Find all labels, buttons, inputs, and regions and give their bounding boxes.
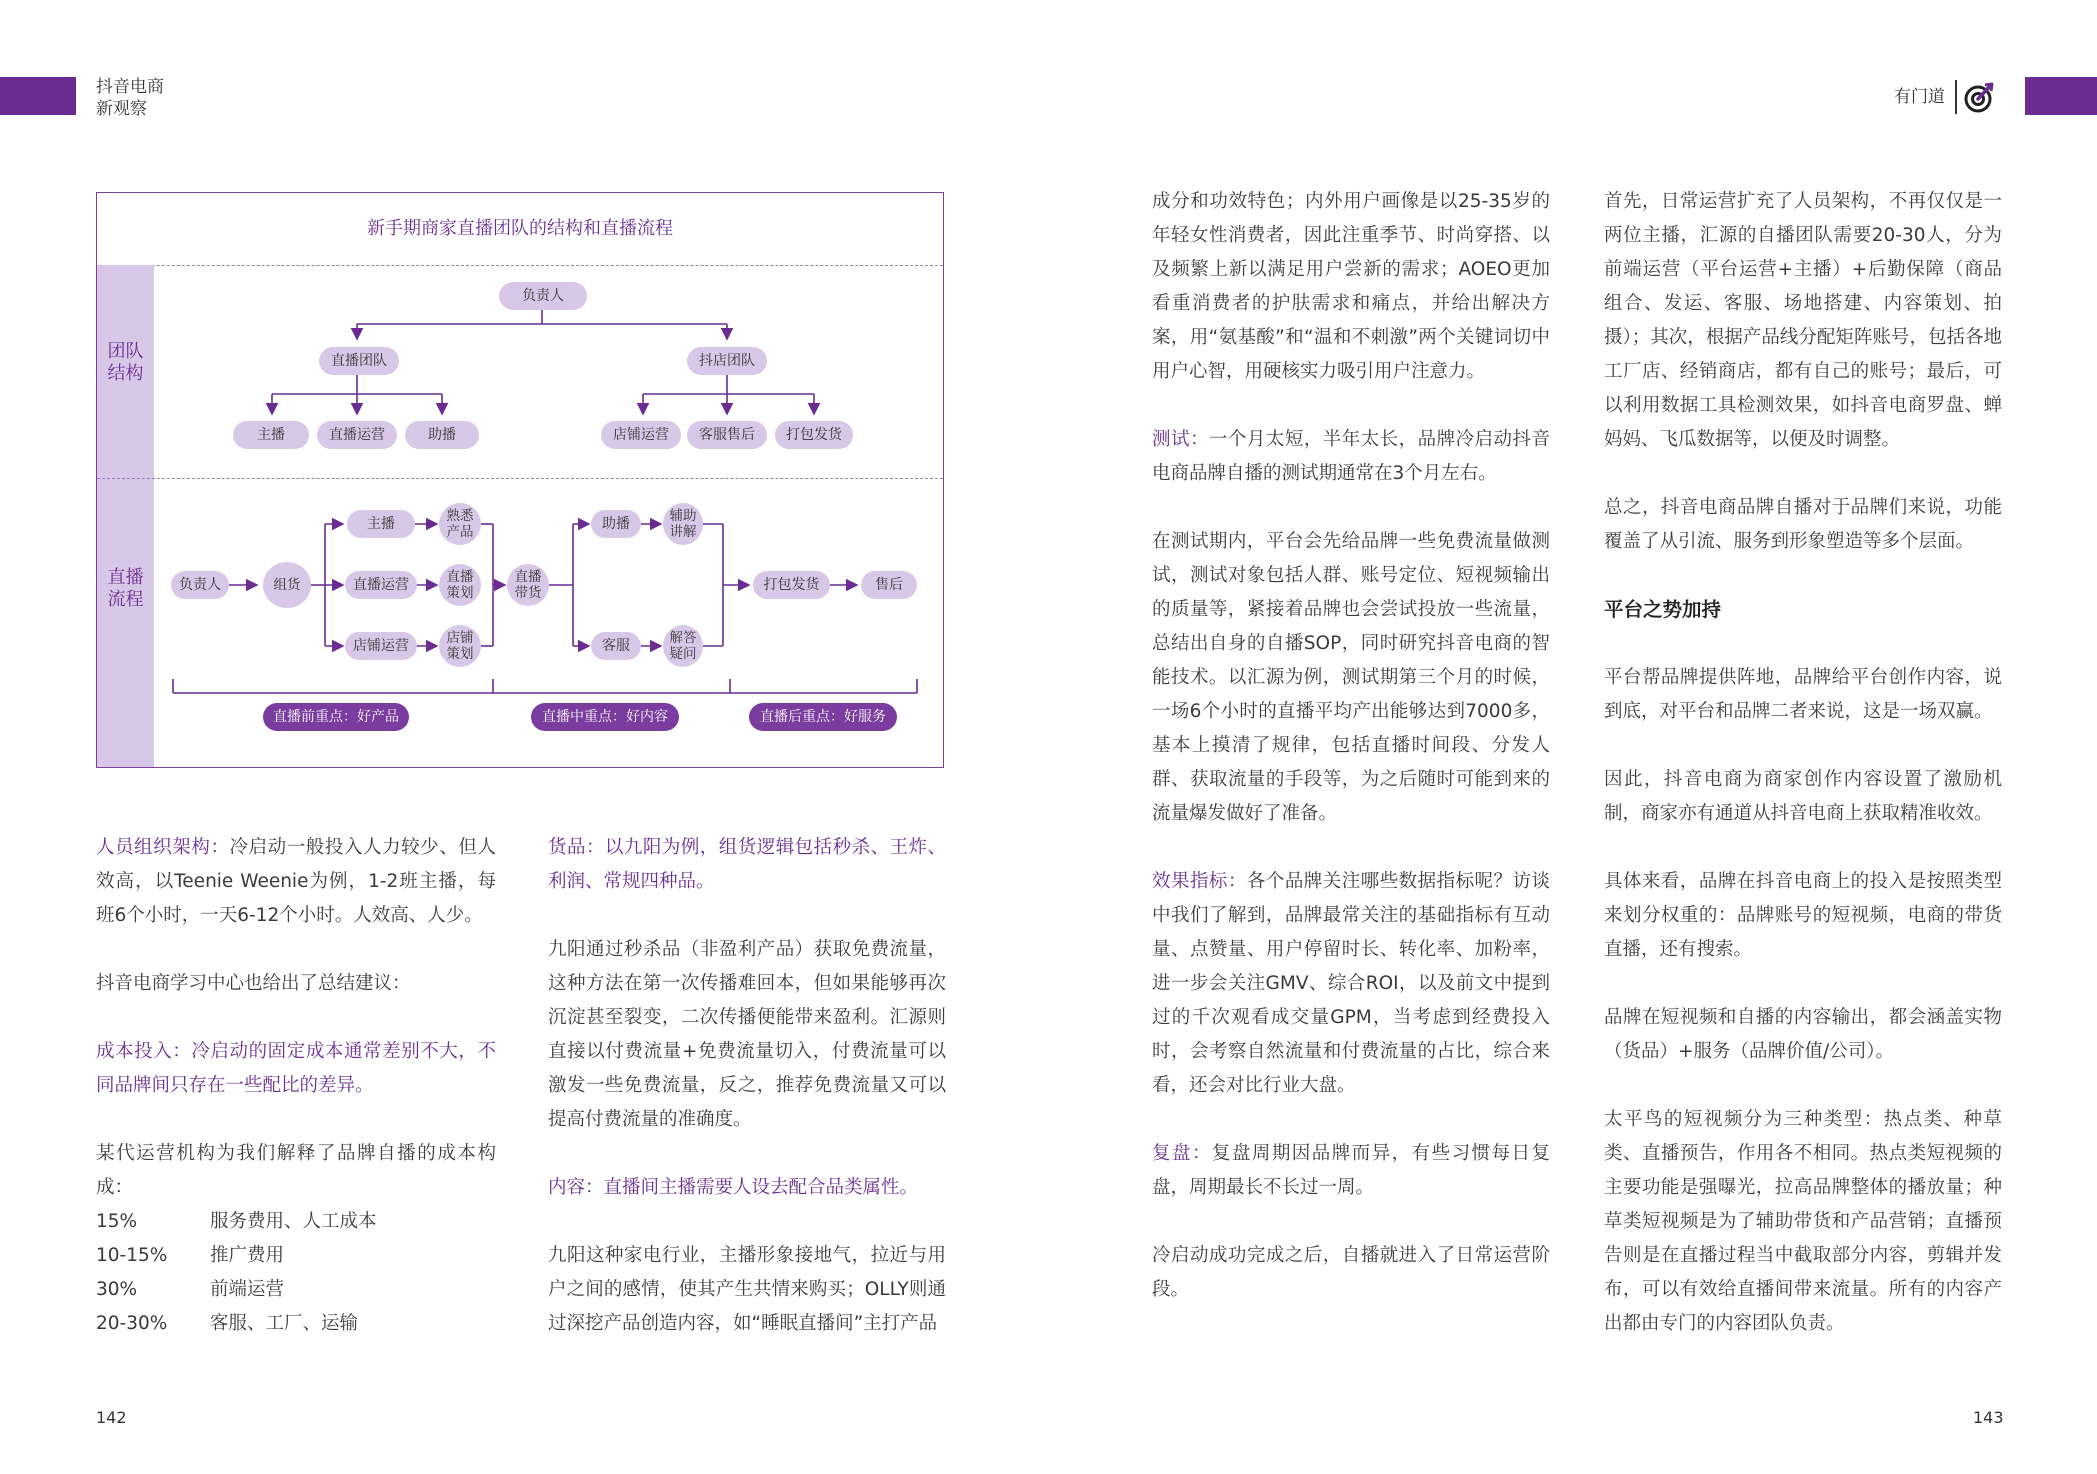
paragraph: 某代运营机构为我们解释了品牌自播的成本构成： [96, 1143, 496, 1198]
flow-task-node: 店铺 策划 [439, 625, 481, 667]
cost-item: 前端运营 [210, 1279, 285, 1300]
team-shop-group-node: 抖店团队 [687, 347, 767, 375]
flow-live-node: 直播 带货 [507, 564, 549, 606]
paragraph: 冷启动成功完成之后，自播就进入了日常运营阶段。 [1152, 1245, 1550, 1300]
phase-pill: 直播前重点：好产品 [263, 703, 409, 731]
flow-support-node: 助播 [591, 510, 641, 538]
paragraph-text: 各个品牌关注哪些数据指标呢？访谈中我们了解到，品牌最常关注的基础指标有互动量、点赞量、用户停留时长、转化率、加粉率，进一步会关注GMV、综合ROI，以及前文中提到过的千次观看成交量GPM，当考虑到经费投入时，会考察自然流量和付费流量的占比，综合来看，还会对比行业大盘。 [1152, 871, 1550, 1096]
side-label-flow: 直播 流程 [107, 567, 144, 610]
team-child-node: 客服售后 [687, 421, 767, 449]
team-child-node: 直播运营 [317, 421, 397, 449]
figure-connectors [97, 193, 943, 767]
side-label-team: 团队 结构 [107, 341, 144, 384]
highlighted-paragraph: 货品：以九阳为例，组货逻辑包括秒杀、王炸、利润、常规四种品。 [548, 837, 946, 892]
flow-after-node: 售后 [861, 571, 917, 599]
flow-role-node: 直播运营 [345, 571, 417, 599]
flow-assemble-node: 组货 [263, 562, 311, 608]
paragraph: 太平鸟的短视频分为三种类型：热点类、种草类、直播预告，作用各不相同。热点类短视频的主要功能是强曝光，拉高品牌整体的播放量；种草类短视频是为了辅助带货和产品营销；直播预告则是在直播过程当中截取部分内容，剪辑并发布，可以有效给直播间带来流量。所有的内容产出都由专门的内容团队负责。 [1604, 1109, 2002, 1334]
left-header-tab [0, 77, 76, 115]
team-live-group-node: 直播团队 [319, 347, 399, 375]
cost-percent: 20-30% [96, 1313, 168, 1334]
paragraph: 成分和功效特色；内外用户画像是以25-35岁的年轻女性消费者，因此注重季节、时尚穿搭、以及频繁上新以满足用户尝新的需求；AOEO更加看重消费者的护肤需求和痛点，并给出解决方案，用“氨基酸”和“温和不刺激”两个关键词切中用户心智，用硬核实力吸引用户注意力。 [1152, 191, 1550, 382]
paragraph: 抖音电商学习中心也给出了总结建议： [96, 973, 411, 994]
paragraph-label: 效果指标： [1152, 871, 1247, 892]
paragraph-label: 人员组织架构： [96, 837, 230, 858]
publication-title [96, 76, 164, 120]
target-check-icon [1964, 80, 1996, 114]
paragraph: 因此，抖音电商为商家创作内容设置了激励机制，商家亦有通道从抖音电商上获取精准收效。 [1604, 769, 2002, 824]
cost-row [96, 1273, 496, 1307]
flow-support-node: 客服 [591, 632, 641, 660]
publication-title-line2: 新观察 [96, 99, 147, 119]
cost-row [96, 1239, 496, 1273]
column-4 [1604, 185, 2002, 1341]
highlighted-paragraph: 成本投入：冷启动的固定成本通常差别不大，不同品牌间只存在一些配比的差异。 [96, 1041, 496, 1096]
cost-item: 客服、工厂、运输 [210, 1313, 359, 1334]
header-divider [1955, 80, 1957, 114]
paragraph-label: 复盘： [1152, 1143, 1212, 1164]
column-1 [96, 831, 496, 1341]
paragraph-text: 复盘周期因品牌而异，有些习惯每日复盘，周期最长不长过一周。 [1152, 1143, 1550, 1198]
page-number-right: 143 [1973, 1408, 2004, 1427]
page-number-left: 142 [96, 1408, 127, 1427]
paragraph-label: 测试： [1152, 429, 1209, 450]
cost-row [96, 1205, 496, 1239]
flow-role-node: 店铺运营 [345, 632, 417, 660]
paragraph: 品牌在短视频和自播的内容输出，都会涵盖实物（货品）+服务（品牌价值/公司）。 [1604, 1007, 2002, 1062]
paragraph: 九阳通过秒杀品（非盈利产品）获取免费流量，这种方法在第一次传播难回本，但如果能够再次沉淀甚至裂变，二次传播便能带来盈利。汇源则直接以付费流量+免费流量切入，付费流量可以激发一些免费流量，反之，推荐免费流量又可以提高付费流量的准确度。 [548, 939, 946, 1130]
paragraph-text: 一个月太短，半年太长，品牌冷启动抖音电商品牌自播的测试期通常在3个月左右。 [1152, 429, 1550, 484]
brand-name: 有门道 [1894, 87, 1945, 107]
paragraph: 在测试期内，平台会先给品牌一些免费流量做测试，测试对象包括人群、账号定位、短视频输出的质量等，紧接着品牌也会尝试投放一些流量，总结出自身的自播SOP，同时研究抖音电商的智能技术。以汇源为例，测试期第三个月的时候，一场6个小时的直播平均产出能够达到7000多，基本上摸清了规律，包括直播时间段、分发人群、获取流量的手段等，为之后随时可能到来的流量爆发做好了准备。 [1152, 531, 1550, 824]
paragraph: 首先，日常运营扩充了人员架构，不再仅仅是一两位主播，汇源的自播团队需要20-30人，分为前端运营（平台运营+主播）+后勤保障（商品组合、发运、客服、场地搭建、内容策划、拍摄）；其次，根据产品线分配矩阵账号，包括各地工厂店、经销商店，都有自己的账号；最后，可以利用数据工具检测效果，如抖音电商罗盘、蝉妈妈、飞瓜数据等，以便及时调整。 [1604, 191, 2002, 450]
cost-percent: 30% [96, 1279, 138, 1300]
cost-item: 服务费用、人工成本 [210, 1211, 377, 1232]
paragraph [96, 831, 496, 933]
highlighted-paragraph: 内容：直播间主播需要人设去配合品类属性。 [548, 1177, 919, 1198]
flow-task-node: 直播 策划 [439, 564, 481, 606]
paragraph-text: 冷启动一般投入人力较少、但人效高，以Teenie Weenie为例，1-2班主播，每班6个小时，一天6-12个小时。人效高、人少。 [96, 837, 496, 926]
publication-title-line1: 抖音电商 [96, 77, 164, 97]
cost-percent: 15% [96, 1211, 138, 1232]
cost-percent: 10-15% [96, 1245, 168, 1266]
flow-support-task-node: 辅助 讲解 [663, 503, 703, 545]
flow-ship-node: 打包发货 [753, 571, 830, 599]
paragraph: 九阳这种家电行业，主播形象接地气，拉近与用户之间的感情，使其产生共情来购买；OLLY则通过深挖产品创造内容，如“睡眠直播间”主打产品 [548, 1245, 946, 1334]
phase-pill: 直播中重点：好内容 [531, 703, 679, 731]
flow-task-node: 熟悉 产品 [439, 503, 481, 545]
paragraph: 具体来看，品牌在抖音电商上的投入是按照类型来划分权重的：品牌账号的短视频，电商的带货直播，还有搜索。 [1604, 871, 2002, 960]
team-child-node: 打包发货 [775, 421, 853, 449]
section-heading: 平台之势加持 [1604, 598, 1722, 621]
paragraph [1152, 865, 1550, 1103]
paragraph: 总之，抖音电商品牌自播对于品牌们来说，功能覆盖了从引流、服务到形象塑造等多个层面。 [1604, 497, 2002, 552]
flow-role-node: 主播 [347, 510, 415, 538]
flow-start-node: 负责人 [171, 571, 229, 599]
team-child-node: 主播 [233, 421, 309, 449]
cost-item: 推广费用 [210, 1245, 285, 1266]
flow-support-task-node: 解答 疑问 [663, 625, 703, 667]
team-child-node: 店铺运营 [601, 421, 681, 449]
column-3 [1152, 185, 1550, 1307]
paragraph: 平台帮品牌提供阵地，品牌给平台创作内容，说到底，对平台和品牌二者来说，这是一场双赢。 [1604, 667, 2002, 722]
column-2 [548, 831, 946, 1341]
figure-title: 新手期商家直播团队的结构和直播流程 [367, 218, 673, 239]
paragraph [1152, 423, 1550, 491]
team-structure-figure [96, 192, 944, 768]
team-root-node: 负责人 [499, 282, 587, 310]
right-header-tab [2025, 77, 2097, 115]
team-child-node: 助播 [405, 421, 479, 449]
cost-row [96, 1307, 496, 1341]
paragraph [1152, 1137, 1550, 1205]
phase-pill: 直播后重点：好服务 [749, 703, 897, 731]
